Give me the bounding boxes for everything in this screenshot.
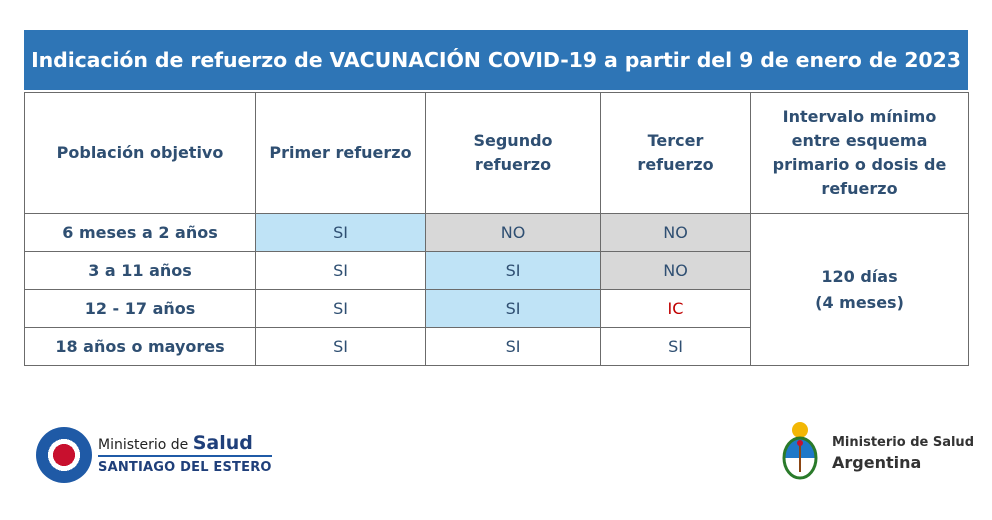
second-booster-cell: SI (426, 328, 601, 366)
third-booster-cell: SI (601, 328, 751, 366)
interval-cell (751, 214, 969, 366)
header-interval: Intervalo mínimo entre esquema primario o dosis de refuerzo (751, 93, 969, 214)
second-booster-cell: SI (426, 252, 601, 290)
header-third-booster: Tercer refuerzo (601, 93, 751, 214)
first-booster-cell: SI (256, 214, 426, 252)
header-population: Población objetivo (25, 93, 256, 214)
header-first-booster: Primer refuerzo (256, 93, 426, 214)
third-booster-cell: NO (601, 214, 751, 252)
page-title: Indicación de refuerzo de VACUNACIÓN COVID-19 a partir del 9 de enero de 2023 (24, 30, 968, 90)
population-cell: 3 a 11 años (25, 252, 256, 290)
second-booster-cell: NO (426, 214, 601, 252)
population-cell: 18 años o mayores (25, 328, 256, 366)
logo-ministerio-argentina (778, 418, 974, 488)
booster-table (24, 92, 969, 366)
interval-days: 120 días (821, 266, 898, 286)
population-cell: 6 meses a 2 años (25, 214, 256, 252)
population-cell: 12 - 17 años (25, 290, 256, 328)
logo-left-ministry: Ministerio de Salud (98, 431, 253, 454)
first-booster-cell: SI (256, 290, 426, 328)
logo-right-country: Argentina (832, 453, 922, 472)
first-booster-cell: SI (256, 252, 426, 290)
logo-right-ministry: Ministerio de Salud (832, 435, 974, 450)
third-booster-cell: NO (601, 252, 751, 290)
table-row (25, 214, 969, 252)
argentina-coat-of-arms-icon (778, 420, 822, 486)
table-header-row (25, 93, 969, 214)
logo-ministerio-santiago (36, 425, 272, 485)
first-booster-cell: SI (256, 328, 426, 366)
third-booster-cell: IC (601, 290, 751, 328)
second-booster-cell: SI (426, 290, 601, 328)
header-second-booster: Segundo refuerzo (426, 93, 601, 214)
interval-months: (4 meses) (815, 292, 904, 312)
logo-left-province: SANTIAGO DEL ESTERO (98, 455, 272, 478)
santiago-seal-icon (36, 427, 92, 483)
